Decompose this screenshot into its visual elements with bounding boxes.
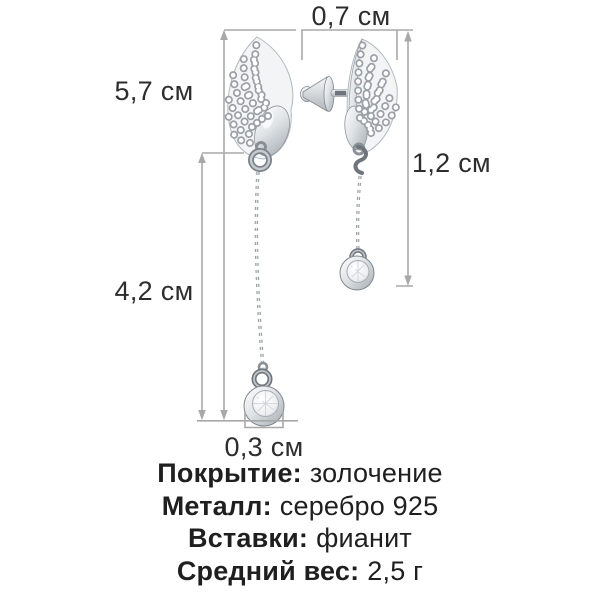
product-specs xyxy=(0,457,600,587)
dimension-label-drop-width: 0,3 см xyxy=(224,432,304,462)
dimension-label-top-width: 0,7 см xyxy=(311,1,391,31)
bezel-stone-drop-icon xyxy=(340,256,374,290)
screw-back-icon xyxy=(301,77,335,112)
dimension-label-stud-height: 1,2 см xyxy=(412,148,491,178)
dimension-label-pendant-length: 4,2 см xyxy=(114,276,194,306)
chain-icon xyxy=(256,172,263,369)
chain-icon xyxy=(358,176,360,250)
spec-row-weight xyxy=(0,555,600,588)
wing-icon xyxy=(343,39,397,152)
right-earring-icon xyxy=(301,39,398,290)
spec-label: Металл: xyxy=(161,490,272,521)
spec-value: золочение xyxy=(309,458,443,488)
spec-row-inserts xyxy=(0,522,600,555)
spec-label: Средний вес: xyxy=(176,555,360,586)
dim-line-stud-height xyxy=(396,31,413,286)
spec-value: фианит xyxy=(316,523,412,553)
spec-value: серебро 925 xyxy=(279,490,439,521)
dimension-label-total-height: 5,7 см xyxy=(114,76,194,106)
spec-label: Вставки: xyxy=(188,523,309,553)
spec-label: Покрытие: xyxy=(157,458,302,488)
left-earring-icon xyxy=(227,37,296,426)
spec-row-metal xyxy=(0,490,600,523)
drop-bail-icon xyxy=(254,363,270,387)
dim-line-pendant-length xyxy=(198,153,244,420)
spec-value: 2,5 г xyxy=(367,555,424,586)
spec-row-coating xyxy=(0,457,600,490)
